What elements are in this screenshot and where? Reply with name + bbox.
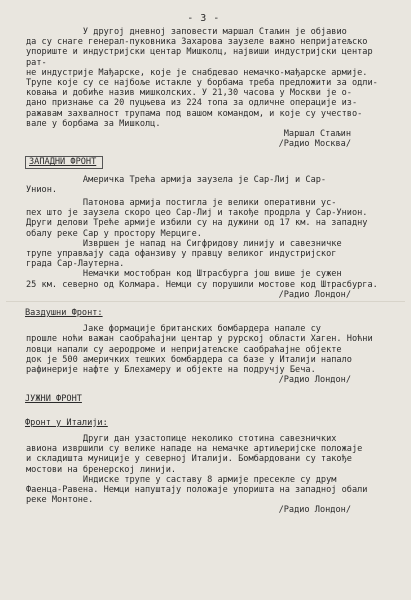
source-radio-moscow: /Радио Москва/	[278, 139, 351, 150]
source-radio-london-2: /Радио Лондон/	[278, 375, 351, 386]
section-heading-air-front: Ваздушни Фронт:	[25, 308, 103, 319]
paragraph-patton-army: Патонова армија постигла је велики оперативни ус- пех што је заузела скоро цео Сар-Лиј и такође продрла у Сар-Унион. Други делови Треће армије избили су на дужини од 17 км. на западну обалу реке Сар у простору Мерциге.	[26, 198, 368, 239]
paragraph-strasbourg: Немачки мостобран код Штрасбурга још више је сужен 25 км. северно од Колмара. Немци су порушили мостове код Штрасбурга.	[26, 269, 378, 290]
paper-fold-line	[6, 301, 405, 302]
section-heading-southern-front: ЈУЖНИ ФРОНТ	[25, 393, 82, 404]
subheading-italy-front: Фронт у Италији:	[25, 417, 108, 428]
page-number: - 3 -	[187, 13, 220, 24]
paragraph-bombers: Јаке формације британских бомбардера напале су прошле ноћи важан саобраћајни центар у рурској области Хаген. Ноћни ловци напали су аеродроме и непријатељске саобраћајне објекте док је 500 америчких тешких бомбардера са базе у Италији напало рафинерије нафте у Блехамеру и објекте на подручју Беча.	[26, 324, 373, 376]
paragraph-third-army: Америчка Трећа армија заузела је Сар-Лиј и Сар- Унион.	[26, 174, 327, 195]
paragraph-stalin-order: У другој дневној заповести маршал Стаљин је објавио да су снаге генерал-пуковника Захарова заузеле важно непријатељско упориште и индустријски центар Мишколц, највиши индустријски центар рат- не индустрије Мађарске, које је снабдевао немачко-мађарске армије. Трупе које су се најбоље истакле у борбама треба предложити за одли- ковања и добиће назив мишколских. У 21,30 часова у Москви је о- дано признање са 20 пуцњева из 224 топа за одличне операције из- ражавам захвалност трупама под вашом командом, и које су учество- вале у борбама за Мишколц.	[26, 27, 378, 129]
paragraph-allied-aircraft: Други дан узастопице неколико стотина савезничких авиона извршили су велике нападе на немачке артиљеријске положаје и складишта муниције у северној Италији. Бомбардовани су такође мостови на бренерској линији.	[26, 433, 363, 475]
paragraph-siegfried-line: Извршен је напад на Сигфридову линију и савезничке трупе управљају сада офанзиву у правцу великог индустријског града Сар-Лаутерна.	[26, 238, 342, 270]
source-radio-london-1: /Радио Лондон/	[278, 289, 351, 300]
source-radio-london-3: /Радио Лондон/	[278, 505, 351, 516]
signature-stalin: Маршал Стаљин	[283, 129, 351, 140]
section-heading-western-front: ЗАПАДНИ ФРОНТ	[25, 156, 103, 168]
paragraph-indian-troops: Индиске трупе у саставу 8 армије пресекле су друм Фаенца-Равена. Немци напуштају положаје упоришта на западној обали реке Монтоне.	[26, 474, 368, 506]
